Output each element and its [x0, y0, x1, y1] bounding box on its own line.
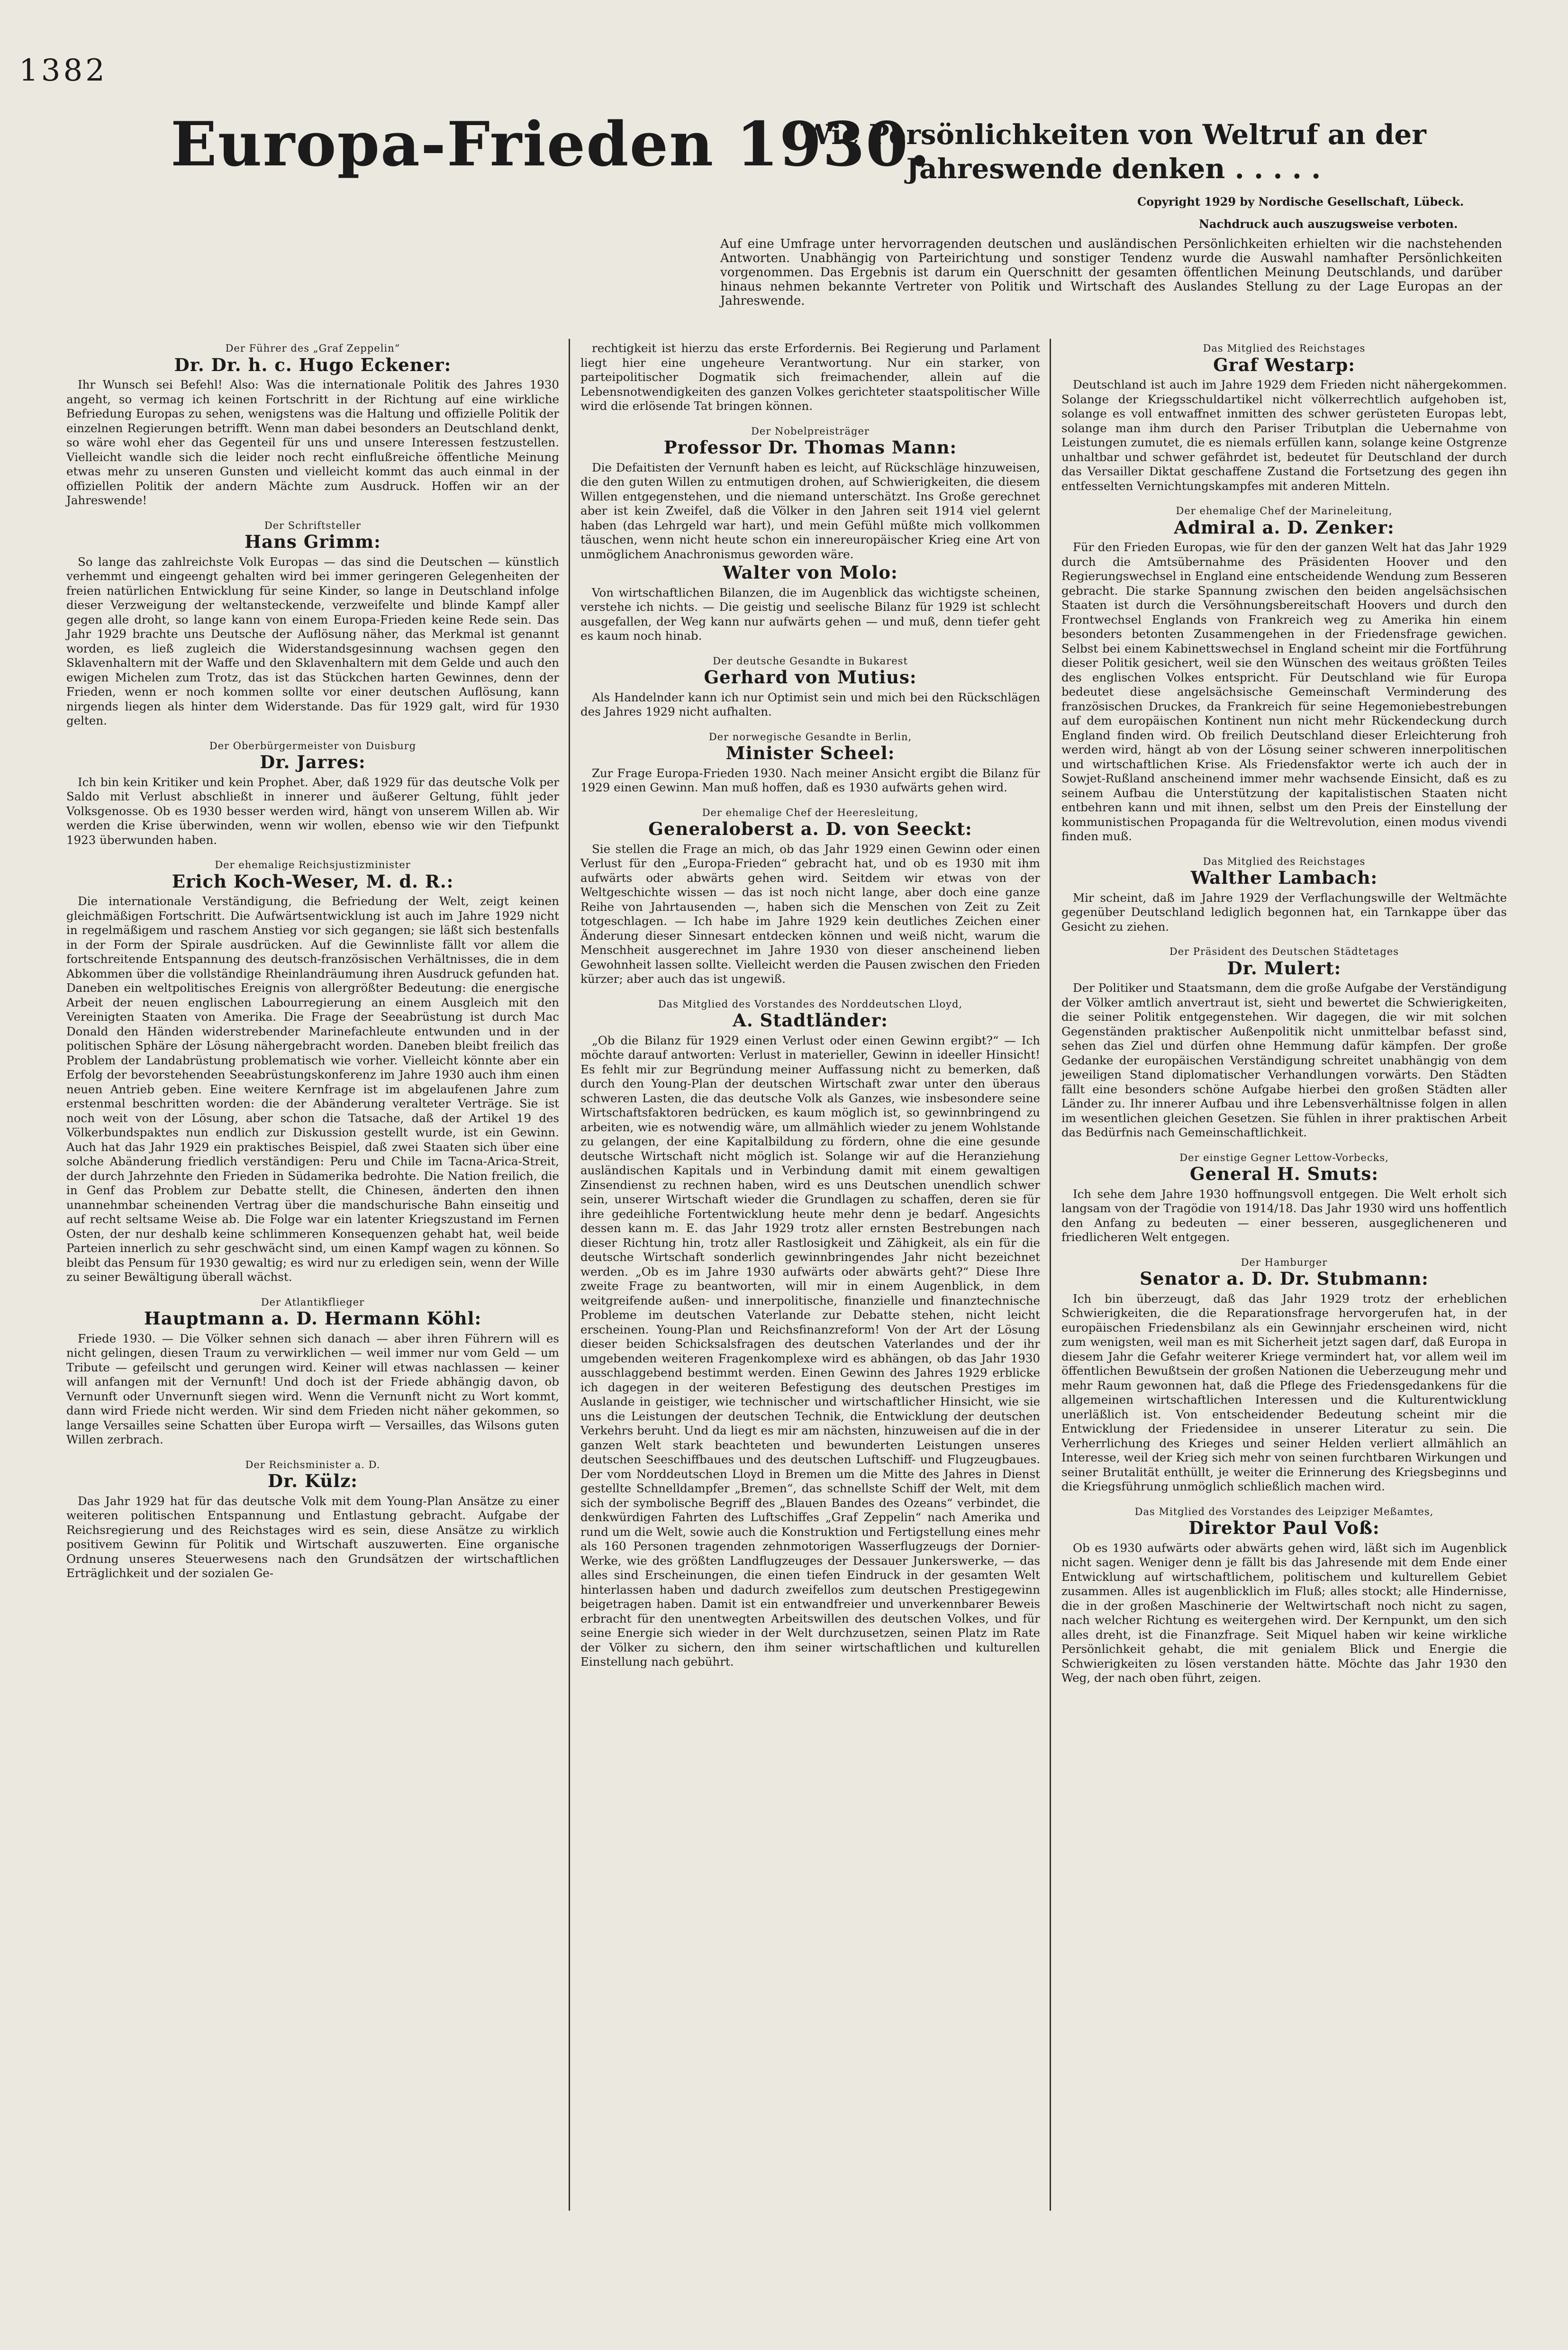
- contributor-name: Admiral a. D. Zenker:: [1174, 517, 1395, 538]
- contributor-role: Der norwegische Gesandte in Berlin,: [708, 731, 912, 743]
- subtitle: Wie Persönlichkeiten von Weltruf an der Jahreswende denken . . . . .: [801, 118, 1426, 185]
- column-divider: [1050, 339, 1051, 2211]
- contributor-name: Hauptmann a. D. Hermann Köhl:: [144, 1308, 482, 1329]
- contributor-role: Der ehemalige Chef der Marineleitung,: [1176, 505, 1393, 517]
- contributor-role: Der Nobelpreisträger: [751, 425, 870, 437]
- statement-text: So lange das zahlreichste Volk Europas — das sind die Deutschen — künstlich verhemmt und eingeengt gehalten wird bei immer geringeren Gelegenheiten der freien natürlichen Entwicklung für seine Kinder, so lange in Deutschland infolge dieser Verzweigung der weltansteckende, verzweifelte und blinde Kampf aller gegen alle droht, so lange kann von einem Europa-Frieden keine Rede sein. Das Jahr 1929 brachte uns Deutsche der Auflösung näher, das Merkmal ist genannt worden, es ließ zugleich die Widerstandsgesinnung wachsen gegen den Sklavenhaltern mit der Waffe und den Sklavenhaltern mit dem Gelde und auch den ewigen Michelen zum Trotz, das ist das Stückchen harten Gewinnes, denn der Frieden, wenn er noch kommen sollte vor einer deutschen Auflösung, kann nirgends liegen als hinter dem Widerstande. Das für 1929 galt, wird für 1930 gelten.: [66, 554, 559, 727]
- statement-text: Die internationale Verständigung, die Befriedung der Welt, zeigt keinen gleichmäßigen Fortschritt. Die Aufwärtsentwicklung ist auch im Jahre 1929 nicht in regelmäßigem und raschem Anstieg vor sich gegangen; sie läßt sich bestenfalls in der Form der Spirale ausdrücken. Auf die Gewinnliste fällt vor allem die fortschreitende Entspannung des deutsch-französischen Verhältnisses, die in dem Abkommen über die vollständige Rheinlandräumung ihren Ausdruck gefunden hat. Daneben ein weltpolitisches Ereignis von allergrößter Bedeutung: die energische Arbeit der neuen englischen Labourregierung an einem Ausgleich mit den Vereinigten Staaten von Amerika. Die Frage der Seeabrüstung ist durch Mac Donald den Händen widerstrebender Marinefachleute entwunden und in der politischen Sphäre der Lösung nähergebracht worden. Daneben bleibt freilich das Problem der Landabrüstung problematisch wie vorher. Vielleicht könnte aber ein Erfolg der bevorstehenden Seeabrüstungskonferenz im Jahre 1930 auch ihm einen neuen Antrieb geben. Eine weitere Kernfrage ist im abgelaufenen Jahre zum erstenmal beschritten worden: die der Abänderung veralteter Verträge. Sie ist noch weit von der Lösung, aber schon die Tatsache, daß der Artikel 19 des Völkerbundspaktes nun endlich zur Diskussion gestellt wurde, ist ein Gewinn. Auch hat das Jahr 1929 ein praktisches Beispiel, daß zwei Staaten sich über eine solche Abänderung friedlich verständigen: Peru und Chile im Tacna-Arica-Streit, der durch Jahrzehnte den Frieden in Südamerika bedrohte. Die Nation freilich, die in Genf das Problem zur Debatte stellt, die Chinesen, änderten den ihnen unannehmbar scheinenden Vertrag über die mandschurische Bahn einseitig und auf recht seltsame Weise ab. Die Folge war ein latenter Kriegszustand im Fernen Osten, der nur deshalb keine schlimmeren Konsequenzen gehabt hat, weil beide Parteien innerlich zu sehr geschwächt sind, um einen Kampf wagen zu können. So bleibt das Pensum für 1930 gewaltig; es wird nur zu erledigen sein, wenn der Wille zu seiner Bewältigung überall wächst.: [66, 894, 559, 1284]
- statement-text: Friede 1930. — Die Völker sehnen sich danach — aber ihren Führern will es nicht gelingen, diesen Traum zu verwirklichen — weil immer nur vom Geld — um Tribute — gefeilscht und gerungen wird. Keiner will etwas nachlassen — keiner will anfangen mit der Vernunft! Und doch ist der Friede abhängig davon, ob Vernunft oder Unvernunft siegen wird. Wenn die Vernunft nicht zu Wort kommt, dann wird Friede nicht werden. Wir sind dem Frieden nicht näher gekommen, so lange Versailles seine Schatten über Europa wirft — Versailles, das Wilsons guten Willen zerbrach.: [66, 1331, 559, 1446]
- statement-text: rechtigkeit ist hierzu das erste Erfordernis. Bei Regierung und Parlament liegt hier eine ungeheure Verantwortung. Nur ein starker, von parteipolitischer Dogmatik sich freimachender, allein auf die Lebensnotwendigkeiten des ganzen Volkes gerichteter staatspolitischer Wille wird die erlösende Tat bringen können.: [580, 341, 1040, 413]
- contributor-name: Professor Dr. Thomas Mann:: [663, 437, 957, 458]
- statement-text: Ich sehe dem Jahre 1930 hoffnungsvoll entgegen. Die Welt erholt sich langsam von der Tragödie von 1914/18. Das Jahr 1930 wird uns hoffentlich den Anfang zu bedeuten — einer besseren, ausgeglicheneren und friedlicheren Welt entgegen.: [1061, 1187, 1507, 1244]
- contributor-name: Dr. Jarres:: [260, 752, 366, 772]
- copyright-notice: Copyright 1929 by Nordische Gesellschaft, Lübeck.: [1137, 195, 1464, 209]
- contributor-role: Der Reichsminister a. D.: [245, 1459, 381, 1470]
- statement-text: Ich bin überzeugt, daß das Jahr 1929 trotz der erheblichen Schwierigkeiten, die die Reparationsfrage hervorgerufen hat, in der europäischen Friedensbilanz als ein Gewinnjahr erscheinen wird, nicht zum wenigsten, weil man es mit Sicherheit jetzt sagen darf, daß Europa in diesem Jahr die Gefahr weiterer Kriege vermindert hat, vor allem weil im öffentlichen Bewußtsein der großen Nationen die Ueberzeugung mehr und mehr Raum gewonnen hat, daß die Pflege des Friedensgedankens für die allgemeinen wirtschaftlichen Interessen und die Kulturentwicklung unerläßlich ist. Von entscheidender Bedeutung scheint mir die Entwicklung der Friedensidee in unserer Literatur zu sein. Die Verherrlichung des Krieges und seiner Helden verliert allmählich an Interesse, weil der Krieg sich mehr von seinen furchtbaren Wirkungen und seiner Brutalität enthüllt, je weiter die Erinnerung des Kriegsbeginns und die Kriegsführung unmöglich schließlich machen wird.: [1061, 1291, 1507, 1493]
- statement-text: Für den Frieden Europas, wie für den der ganzen Welt hat das Jahr 1929 durch die Amtsübernahme des Präsidenten Hoover und den Regierungswechsel in England eine entscheidende Wendung zum Besseren gebracht. Die starke Spannung zwischen den beiden angelsächsischen Staaten ist durch die Versöhnungsbereitschaft Hoovers und durch den Frontwechsel Englands von Frankreich weg zu Amerika hin einem besonders betonten Zusammengehen in der Friedensfrage gewichen. Selbst bei einem Kabinettswechsel in England scheint mir die Fortführung dieser Politik gesichert, weil sie den Wünschen des weitaus größten Teiles des englischen Volkes entspricht. Für Deutschland wie für Europa bedeutet diese angelsächsische Gemeinschaft Verminderung des französischen Druckes, da Frankreich für seine Hegemoniebestrebungen auf dem europäischen Kontinent nun nicht mehr Rückendeckung durch England finden wird. Ob freilich Deutschland dieser Erleichterung froh werden wird, hängt ab von der Lösung seiner schweren innerpolitischen und wirtschaftlichen Krise. Als Friedensfaktor werte ich auch der in Sowjet-Rußland anscheinend immer mehr wachsende Einsicht, daß es zu seinem Aufbau die Unterstützung der kapitalistischen Staaten nicht entbehren kann und mit ihnen, selbst um den Preis der Einstellung der kommunistischen Propaganda für die Weltrevolution, einen modus vivendi finden muß.: [1061, 540, 1507, 843]
- contributor-name: Dr. Dr. h. c. Hugo Eckener:: [174, 354, 452, 375]
- statement-text: Mir scheint, daß im Jahre 1929 der Verflachungswille der Weltmächte gegenüber Deutschland lediglich begonnen hat, ein Tarnkappe über das Gesicht zu ziehen.: [1061, 890, 1507, 934]
- contributor-name: General H. Smuts:: [1189, 1163, 1379, 1184]
- contributor-role: Der Schriftsteller: [264, 519, 362, 531]
- statement-text: Sie stellen die Frage an mich, ob das Jahr 1929 einen Gewinn oder einen Verlust für den „Europa-Frieden“ gebracht hat, und ob es 1930 mit ihm aufwärts oder abwärts gehen wird. Seitdem wir etwas von der Weltgeschichte wissen — das ist noch nicht lange, aber doch eine ganze Reihe von Jahrtausenden —, haben sich die Menschen von Zeit zu Zeit totgeschlagen. — Ich habe im Jahre 1929 kein deutliches Zeichen einer Änderung dieser Sinnesart entdecken können und weiß nicht, warum die Menschheit ausgerechnet im Jahre 1930 von dieser anscheinend lieben Gewohnheit lassen sollte. Vielleicht werden die Pausen zwischen den Frieden kürzer; aber auch das ist ungewiß.: [580, 842, 1040, 986]
- contributor-name: Graf Westarp:: [1213, 354, 1355, 375]
- contributor-role: Der ehemalige Reichsjustizminister: [215, 859, 411, 871]
- statement-text: Die Defaitisten der Vernunft haben es leicht, auf Rückschläge hinzuweisen, die den guten Willen zu entmutigen drohen, auf Schwierigkeiten, die diesem Willen entgegenstehen, und die niemand unterschätzt. Ins Große gerechnet aber ist kein Zweifel, daß die Völker in den Jahren seit 1914 viel gelernt haben (das Lehrgeld war hart), und mein Gefühl müßte mich vollkommen täuschen, wenn nicht heute schon ein innereuropäischer Krieg eine Art von unmöglichem Anachronismus geworden wäre.: [580, 460, 1040, 561]
- contributor-role: Der Hamburger: [1241, 1256, 1328, 1268]
- contributor-name: Dr. Mulert:: [1227, 957, 1341, 979]
- article-column-2: [580, 341, 1040, 1673]
- contributor-role: Das Mitglied des Vorstandes des Norddeutschen Lloyd,: [658, 998, 963, 1010]
- contributor-name: Dr. Külz:: [268, 1470, 358, 1491]
- statement-text: Der Politiker und Staatsmann, dem die große Aufgabe der Verständigung der Völker amtlich anvertraut ist, sieht und bewertet die Schwierigkeiten, die seiner Politik entgegenstehen. Wir dagegen, die wir mit solchen Gegenständen praktischer Außenpolitik nicht unmittelbar befasst sind, sehen das Ziel und dürfen ohne Hemmung dafür kämpfen. Der große Gedanke der europäischen Verständigung schreitet unabhängig von dem jeweiligen Stand diplomatischer Verhandlungen vorwärts. Den Städten fällt eine besonders schöne Aufgabe hierbei den großen Städten aller Länder zu. Ihr innerer Aufbau und ihre Lebensverhältnisse folgen in allen im wesentlichen gleichen Gesetzen. Sie fühlen in ihrer praktischen Arbeit das Bedürfnis nach Gemeinschaftlichkeit.: [1061, 981, 1507, 1139]
- statement-text: Das Jahr 1929 hat für das deutsche Volk mit dem Young-Plan Ansätze zu einer weiteren politischen Entspannung und Entlastung gebracht. Aufgabe der Reichsregierung und des Reichstages wird es sein, diese Ansätze zu wirklich positivem Gewinn für Politik und Wirtschaft auszuwerten. Eine organische Ordnung unseres Steuerwesens nach den Grundsätzen der wirtschaftlichen Erträglichkeit und der sozialen Ge-: [66, 1494, 559, 1580]
- statement-text: Deutschland ist auch im Jahre 1929 dem Frieden nicht nähergekommen. Solange der Kriegsschuldartikel nicht völkerrechtlich aufgehoben ist, solange es voll entwaffnet inmitten des schwer gerüsteten Europas lebt, solange man ihm durch den Pariser Tributplan die Uebernahme von Leistungen zumutet, die es niemals erfüllen kann, solange keine Ostgrenze unhaltbar und schwer gefährdet ist, bedeutet für Deutschland der durch das Versailler Diktat geschaffene Zustand die Fortsetzung des gegen ihn entfesselten Vernichtungskampfes mit anderen Mitteln.: [1061, 378, 1507, 493]
- contributor-name: Senator a. D. Dr. Stubmann:: [1140, 1268, 1429, 1289]
- statement-text: Von wirtschaftlichen Bilanzen, die im Augenblick das wichtigste scheinen, verstehe ich nichts. — Die geistig und seelische Bilanz für 1929 ist schlecht ausgefallen, der Weg kann nur aufwärts gehen — und muß, denn tiefer geht es kaum noch hinab.: [580, 585, 1040, 643]
- intro-paragraph: Auf eine Umfrage unter hervorragenden deutschen und ausländischen Persönlichkeiten erhielten wir die nachstehenden Antworten. Unabhängig von Parteirichtung und sonstiger Tendenz wurde die Auswahl namhafter Persönlichkeiten vorgenommen. Das Ergebnis ist darum ein Querschnitt der gesamten öffentlichen Meinung Deutschlands, und darüber hinaus nehmen bekannte Vertreter von Politik und Wirtschaft des Auslandes Stellung zu der Lage Europas an der Jahreswende.: [720, 237, 1502, 308]
- contributor-role: Der deutsche Gesandte in Bukarest: [713, 655, 908, 667]
- contributor-role: Das Mitglied des Vorstandes des Leipziger Meßamtes,: [1134, 1506, 1434, 1517]
- contributor-name: Walter von Molo:: [723, 562, 898, 583]
- contributor-name: A. Stadtländer:: [733, 1010, 888, 1031]
- column-divider: [569, 339, 570, 2211]
- statement-text: Als Handelnder kann ich nur Optimist sein und mich bei den Rückschlägen des Jahres 1929 nicht aufhalten.: [580, 690, 1040, 718]
- contributor-name: Walther Lambach:: [1190, 867, 1378, 888]
- contributor-name: Hans Grimm:: [245, 531, 381, 552]
- article-column-3: [1061, 341, 1507, 1689]
- contributor-name: Direktor Paul Voß:: [1188, 1517, 1380, 1538]
- contributor-name: Generaloberst a. D. von Seeckt:: [648, 818, 972, 839]
- contributor-role: Der Präsident des Deutschen Städtetages: [1169, 946, 1399, 957]
- masthead-title: Europa-Frieden 1930.: [171, 109, 931, 180]
- contributor-role: Der Führer des „Graf Zeppelin“: [225, 343, 400, 354]
- statement-text: Ob es 1930 aufwärts oder abwärts gehen wird, läßt sich im Augenblick nicht sagen. Weniger denn je fällt bis das Jahresende mit dem Ende einer Entwicklung auf wirtschaftlichem, politischem und kulturellem Gebiet zusammen. Alles ist augenblicklich im Fluß; alles stockt; alle Hindernisse, die in der großen Maschinerie der Weltwirtschaft noch nicht zu sagen, nach welcher Richtung es weitergehen wird. Der Kernpunkt, um den sich alles dreht, ist die Finanzfrage. Seit Miquel haben wir keine wirkliche Persönlichkeit gehabt, die mit genialem Blick und Energie die Schwierigkeiten zu lösen verstanden hätte. Möchte das Jahr 1930 den Weg, der nach oben führt, zeigen.: [1061, 1541, 1507, 1685]
- article-column-1: [66, 341, 559, 1585]
- statement-text: „Ob die Bilanz für 1929 einen Verlust oder einen Gewinn ergibt?“ — Ich möchte darauf antworten: Verlust in materieller, Gewinn in ideeller Hinsicht! Es fehlt mir zur Begründung meiner Auffassung nicht zu bemerken, daß durch den Young-Plan der deutschen Wirtschaft zwar unter den überaus schweren Lasten, die das deutsche Volk als Ganzes, wie insbesondere seine Wirtschaftsfaktoren bedrücken, es kaum möglich ist, so gewinnbringend zu arbeiten, wie es notwendig wäre, um allmählich wieder zu jenem Wohlstande zu gelangen, der eine Kapitalbildung zu fördern, ohne die eine gesunde deutsche Wirtschaft nicht möglich ist. Solange wir auf die Heranziehung ausländischen Kapitals und in Verbindung damit mit einem gewaltigen Zinsendienst zu rechnen haben, wird es uns Deutschen unendlich schwer sein, unserer Wirtschaft wieder die Grundlagen zu schaffen, deren sie für ihre gedeihliche Fortentwicklung heute mehr denn je bedarf. Angesichts dessen kann m. E. das Jahr 1929 trotz aller ernsten Bestrebungen nach dieser Richtung hin, trotz aller Rastlosigkeit und Zähigkeit, als ein für die deutsche Wirtschaft sonderlich gewinnbringendes Jahr nicht bezeichnet werden. „Ob es im Jahre 1930 aufwärts oder abwärts geht?“ Diese Ihre zweite Frage zu beantworten, will mir in einem Augenblick, in dem weitgreifende außen- und innerpolitische, finanzielle und finanztechnische Probleme im deutschen Vaterlande zur Debatte stehen, nicht leicht erscheinen. Young-Plan und Reichsfinanzreform! Von der Art der Lösung dieser beiden Schicksalsfragen des deutschen Vaterlandes und der ihr umgebenden weiteren Fragenkomplexe wird es abhängen, ob das Jahr 1930 ausschlaggebend bestimmt werden. Einen Gewinn des Jahres 1929 erblicke ich dagegen in der weiteren Befestigung des deutschen Prestiges im Auslande in geistiger, wie technischer und wirtschaftlicher Hinsicht, wie sie uns die Leistungen der deutschen Technik, die Entwicklung der deutschen Verkehrs beruht. Und da liegt es mir am nächsten, hinzuweisen auf die in der ganzen Welt stark beachteten und bewunderten Leistungen unseres deutschen Seeschiffbaues und des deutschen Luftschiff- und Flugzeugbaues. Der vom Norddeutschen Lloyd in Bremen um die Mitte des Jahres in Dienst gestellte Schnelldampfer „Bremen“, das schnellste Schiff der Welt, mit dem sich der symbolische Begriff des „Blauen Bandes des Ozeans“ verbindet, die denkwürdigen Fahrten des Luftschiffes „Graf Zeppelin“ nach Amerika und rund um die Welt, sowie auch die Konstruktion und Fertigstellung eines mehr als 160 Personen tragenden zehnmotorigen Wasserflugzeugs der Dornier-Werke, wie des größten Landflugzeuges der Dessauer Junkerswerke, — das alles sind Erscheinungen, die einen tiefen Eindruck in der gesamten Welt hinterlassen haben und dadurch zweifellos zum deutschen Prestigegewinn beigetragen haben. Damit ist ein entwandfreier und unverkennbarer Beweis erbracht für den unentwegten Arbeitswillen des deutschen Volkes, und für seine Energie sich wieder in der Welt durchzusetzen, seinen Platz im Rate der Völker zu sichern, den ihm seiner wirtschaftlichen und kulturellen Einstellung nach gebührt.: [580, 1033, 1040, 1669]
- statement-text: Ihr Wunsch sei Befehl! Also: Was die internationale Politik des Jahres 1930 angeht, so vermag ich keinen Fortschritt in der Richtung auf eine wirkliche Befriedung Europas zu sehen, wenigstens was die Haltung und offizielle Politik der einzelnen Regierungen betrifft. Wenn man dabei besonders an Deutschland denkt, so wäre wohl eher das Gegenteil für uns und unsere Interessen festzustellen. Vielleicht wandle sich die leider noch recht einflußreiche öffentliche Meinung etwas mehr zu unseren Gunsten und vielleicht kommt das auch einmal in der offiziellen Politik der andern Mächte zum Ausdruck. Hoffen wir an der Jahreswende!: [66, 378, 559, 507]
- statement-text: Ich bin kein Kritiker und kein Prophet. Aber, daß 1929 für das deutsche Volk per Saldo mit Verlust abschließt in innerer und äußerer Geltung, fühlt jeder Volksgenosse. Ob es 1930 besser werden wird, hängt von unserem Willen ab. Wir werden die Krise überwinden, wenn wir wollen, ebenso wie wir den Tiefpunkt 1923 überwunden haben.: [66, 775, 559, 847]
- contributor-role: Der einstige Gegner Lettow-Vorbecks,: [1179, 1152, 1389, 1163]
- contributor-name: Minister Scheel:: [725, 743, 895, 763]
- statement-text: Zur Frage Europa-Frieden 1930. Nach meiner Ansicht ergibt die Bilanz für 1929 einen Gewinn. Man muß hoffen, daß es 1930 aufwärts gehen wird.: [580, 766, 1040, 794]
- contributor-name: Gerhard von Mutius:: [704, 667, 917, 688]
- contributor-role: Das Mitglied des Reichstages: [1203, 343, 1366, 354]
- contributor-role: Der Atlantikflieger: [261, 1296, 365, 1308]
- contributor-name: Erich Koch-Weser, M. d. R.:: [172, 871, 454, 892]
- contributor-role: Der ehemalige Chef der Heeresleitung,: [702, 807, 919, 818]
- contributor-role: Der Oberbürgermeister von Duisburg: [209, 740, 417, 752]
- page-number: 1382: [19, 53, 108, 88]
- contributor-role: Das Mitglied des Reichstages: [1203, 855, 1366, 867]
- reprint-notice: Nachdruck auch auszugsweise verboten.: [1199, 217, 1458, 231]
